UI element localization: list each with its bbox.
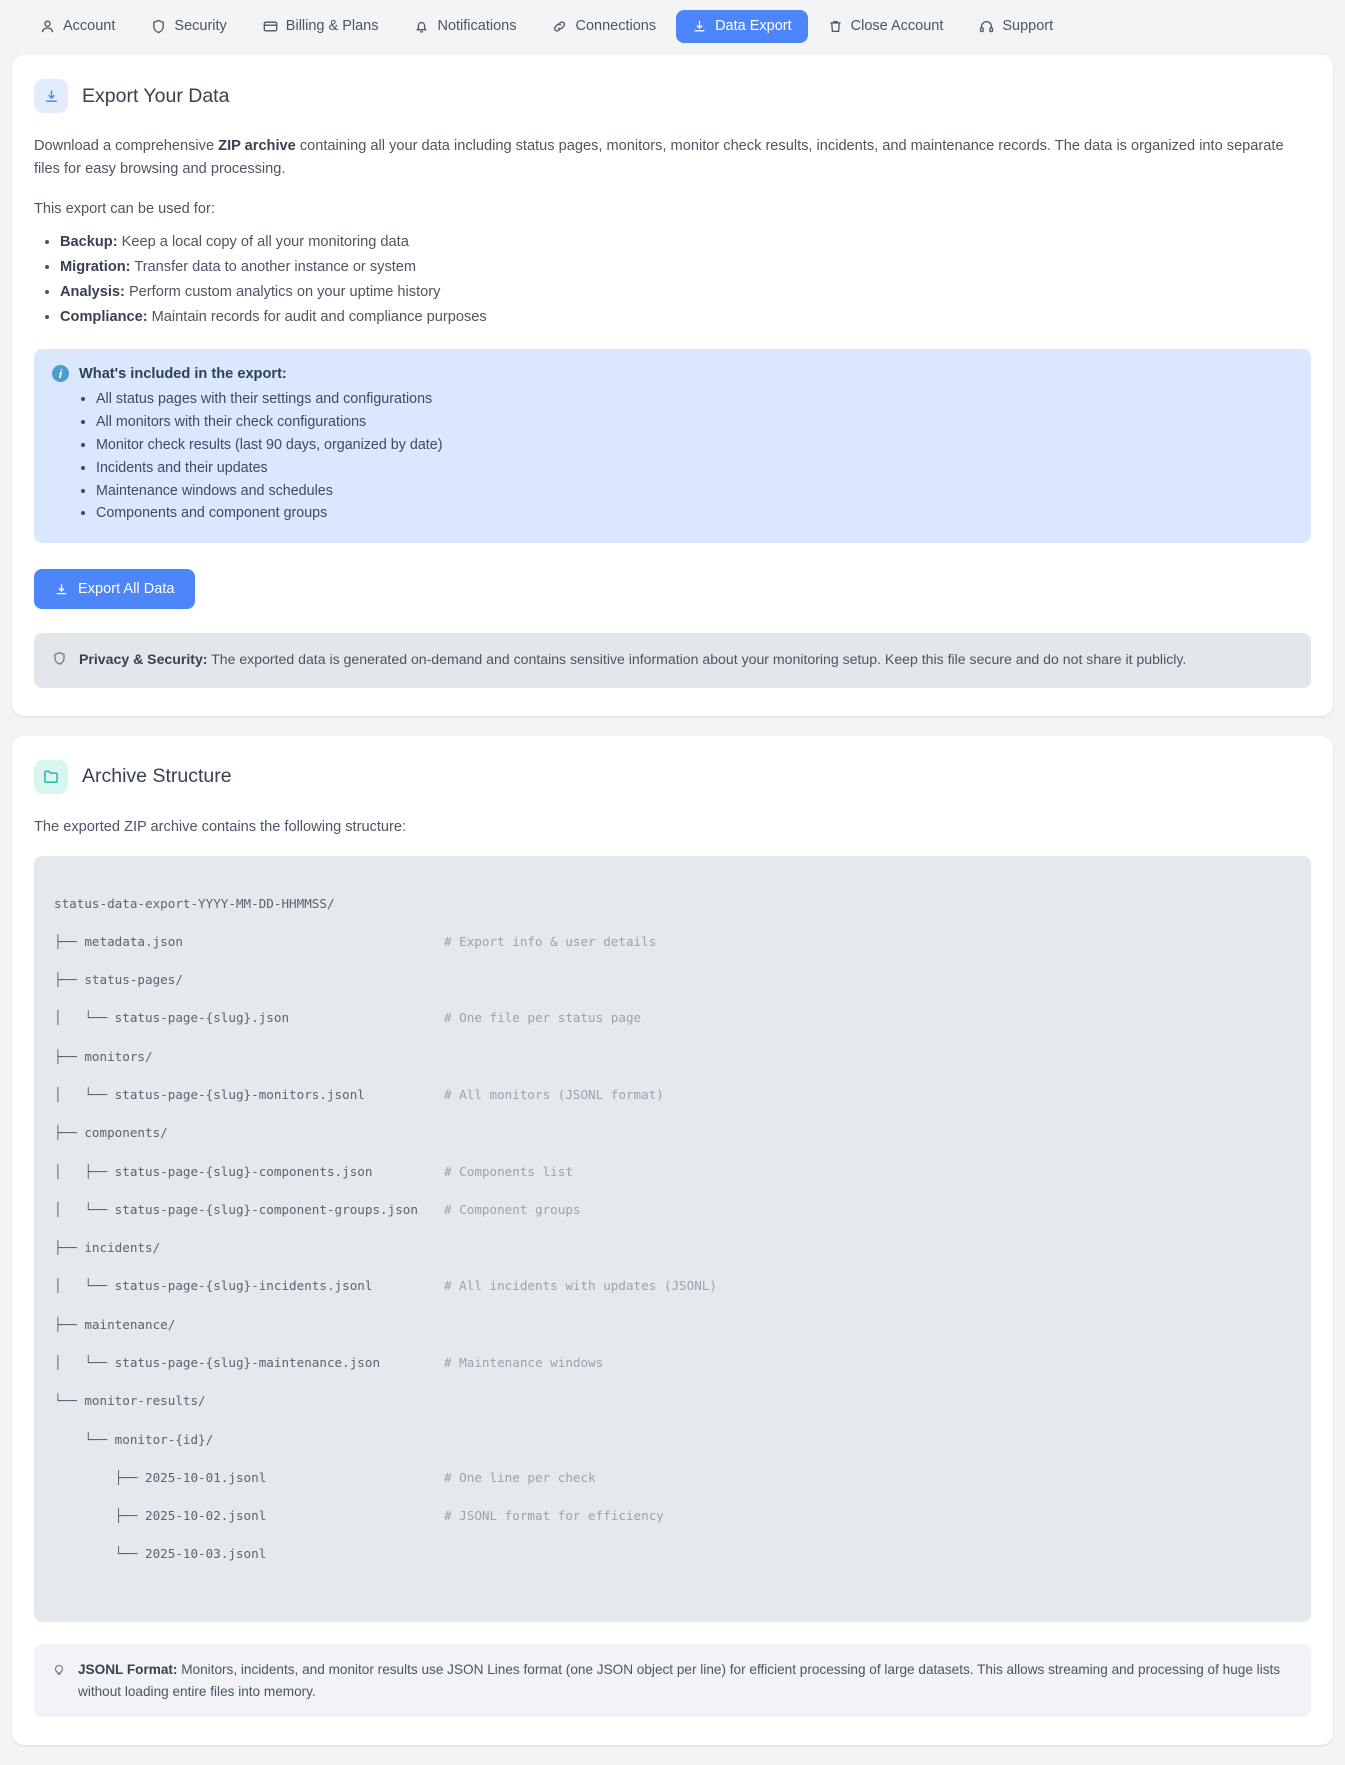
tab-support[interactable] bbox=[963, 10, 1069, 43]
archive-card-header bbox=[34, 760, 1311, 794]
included-info-box bbox=[34, 349, 1311, 543]
tab-connections-label: Connections bbox=[575, 18, 657, 35]
archive-intro: The exported ZIP archive contains the following structure: bbox=[34, 818, 407, 835]
use-label: Compliance: bbox=[60, 308, 148, 325]
tree-row bbox=[54, 1391, 1291, 1410]
info-icon: i bbox=[52, 365, 69, 382]
settings-tabs bbox=[0, 0, 1345, 55]
tab-data-export[interactable] bbox=[676, 10, 808, 43]
export-data-card bbox=[12, 55, 1333, 716]
tree-row bbox=[54, 1276, 1291, 1295]
jsonl-label: JSONL Format: bbox=[78, 1661, 178, 1677]
export-all-data-button[interactable] bbox=[34, 569, 195, 609]
usage-intro: This export can be used for: bbox=[34, 201, 215, 218]
shield-icon bbox=[151, 19, 166, 34]
tree-row bbox=[54, 1468, 1291, 1487]
tree-path: ├── metadata.json bbox=[54, 933, 183, 949]
tree-path: │ ├── status-page-{slug}-components.json bbox=[54, 1163, 373, 1179]
tree-row bbox=[54, 1123, 1291, 1142]
use-text: Transfer data to another instance or system bbox=[130, 258, 417, 275]
folder-icon bbox=[34, 760, 68, 794]
tree-path: ├── 2025-10-01.jsonl bbox=[54, 1469, 267, 1485]
tree-row bbox=[54, 1085, 1291, 1104]
intro-bold: ZIP archive bbox=[218, 138, 296, 154]
tree-comment: # Components list bbox=[444, 1163, 573, 1179]
link-icon bbox=[552, 19, 567, 34]
tree-row bbox=[54, 1008, 1291, 1027]
archive-tree bbox=[34, 856, 1311, 1621]
tree-row bbox=[54, 1544, 1291, 1563]
tab-close-account-label: Close Account bbox=[850, 18, 944, 35]
tab-security-label: Security bbox=[174, 18, 227, 35]
download-icon bbox=[34, 79, 68, 113]
list-item bbox=[60, 306, 1311, 329]
tree-row bbox=[54, 970, 1291, 989]
use-label: Analysis: bbox=[60, 283, 125, 300]
archive-title: Archive Structure bbox=[82, 765, 232, 788]
tree-comment: # Component groups bbox=[444, 1201, 581, 1217]
included-title: What's included in the export: bbox=[79, 365, 287, 382]
intro-text-before: Download a comprehensive bbox=[34, 138, 219, 154]
privacy-label: Privacy & Security: bbox=[79, 651, 208, 668]
user-icon bbox=[40, 19, 55, 34]
tree-comment: # One line per check bbox=[444, 1469, 596, 1485]
tree-row bbox=[54, 1162, 1291, 1181]
tree-path: ├── incidents/ bbox=[54, 1240, 161, 1256]
tree-path: │ └── status-page-{slug}-monitors.jsonl bbox=[54, 1086, 365, 1102]
export-all-data-label: Export All Data bbox=[78, 581, 175, 598]
tree-path: ├── status-pages/ bbox=[54, 972, 183, 988]
privacy-note-text bbox=[79, 648, 1186, 671]
export-card-header bbox=[34, 79, 1311, 113]
tree-path: │ └── status-page-{slug}.json bbox=[54, 1010, 290, 1026]
tree-comment: # Export info & user details bbox=[444, 933, 657, 949]
tab-account[interactable] bbox=[24, 10, 131, 43]
lightbulb-icon bbox=[52, 1661, 66, 1683]
tree-path: │ └── status-page-{slug}-maintenance.json bbox=[54, 1354, 381, 1370]
trash-icon bbox=[828, 19, 843, 34]
download-icon bbox=[54, 582, 69, 597]
tree-path: status-data-export-YYYY-MM-DD-HHMMSS/ bbox=[54, 895, 335, 911]
list-item: • Maintenance windows and schedules bbox=[96, 480, 1293, 503]
jsonl-format-note bbox=[34, 1644, 1311, 1718]
tab-data-export-label: Data Export bbox=[715, 18, 792, 35]
tree-comment: # All monitors (JSONL format) bbox=[444, 1086, 664, 1102]
page-title: Export Your Data bbox=[82, 84, 230, 107]
tree-row bbox=[54, 1200, 1291, 1219]
list-item bbox=[60, 256, 1311, 279]
tree-path: │ └── status-page-{slug}-incidents.jsonl bbox=[54, 1278, 373, 1294]
tab-notifications-label: Notifications bbox=[437, 18, 517, 35]
list-item: • Components and component groups bbox=[96, 502, 1293, 525]
list-item bbox=[60, 281, 1311, 304]
list-item: • All monitors with their check configurations bbox=[96, 411, 1293, 434]
tree-comment: # One file per status page bbox=[444, 1010, 642, 1026]
list-item bbox=[60, 231, 1311, 254]
use-text: Keep a local copy of all your monitoring data bbox=[117, 233, 409, 250]
tree-path: │ └── status-page-{slug}-component-groups.json bbox=[54, 1201, 418, 1217]
tree-path: └── monitor-{id}/ bbox=[54, 1431, 214, 1447]
tree-row bbox=[54, 1506, 1291, 1525]
use-text: Perform custom analytics on your uptime history bbox=[124, 283, 441, 300]
use-label: Backup: bbox=[60, 233, 118, 250]
included-list bbox=[52, 388, 1293, 525]
headset-icon bbox=[979, 19, 994, 34]
list-item: • Incidents and their updates bbox=[96, 457, 1293, 480]
tree-comment: # JSONL format for efficiency bbox=[444, 1508, 664, 1524]
use-text: Maintain records for audit and compliance purposes bbox=[147, 308, 487, 325]
bell-icon bbox=[414, 19, 429, 34]
tree-row bbox=[54, 894, 1291, 913]
intro-text-after: containing all your data including status pages, monitors, monitor check results, incidents, and maintenance records. The data is organized into separate files for easy browsing and processing. bbox=[34, 138, 1284, 177]
tree-path: ├── maintenance/ bbox=[54, 1316, 176, 1332]
tree-comment: # All incidents with updates (JSONL) bbox=[444, 1278, 717, 1294]
tab-account-label: Account bbox=[63, 18, 116, 35]
tree-path: └── monitor-results/ bbox=[54, 1393, 206, 1409]
export-intro-paragraph bbox=[34, 135, 1311, 180]
jsonl-note-text bbox=[78, 1659, 1293, 1703]
list-item: • All status pages with their settings and configurations bbox=[96, 388, 1293, 411]
tree-path: └── 2025-10-03.jsonl bbox=[54, 1546, 267, 1562]
use-case-list bbox=[34, 231, 1311, 329]
tab-billing-plans-label: Billing & Plans bbox=[285, 18, 379, 35]
tree-row bbox=[54, 1047, 1291, 1066]
privacy-security-note bbox=[34, 633, 1311, 688]
tree-comment: # Maintenance windows bbox=[444, 1354, 604, 1370]
tree-row bbox=[54, 1238, 1291, 1257]
credit-card-icon bbox=[263, 19, 278, 34]
tab-billing-plans[interactable] bbox=[247, 10, 395, 43]
tree-row bbox=[54, 1353, 1291, 1372]
download-icon bbox=[692, 19, 707, 34]
shield-icon bbox=[52, 650, 67, 673]
tab-support-label: Support bbox=[1002, 18, 1054, 35]
use-label: Migration: bbox=[60, 258, 131, 275]
tab-security[interactable] bbox=[135, 10, 242, 43]
tree-path: ├── components/ bbox=[54, 1125, 168, 1141]
tree-path: ├── monitors/ bbox=[54, 1048, 153, 1064]
tab-connections[interactable] bbox=[536, 10, 672, 43]
tab-close-account[interactable] bbox=[812, 10, 960, 43]
privacy-text: The exported data is generated on-demand and contains sensitive information about your monitoring setup. Keep this file secure and do not share it publicly. bbox=[207, 651, 1187, 668]
tree-row bbox=[54, 1430, 1291, 1449]
tree-row bbox=[54, 1315, 1291, 1334]
list-item: • Monitor check results (last 90 days, organized by date) bbox=[96, 434, 1293, 457]
jsonl-text: Monitors, incidents, and monitor results use JSON Lines format (one JSON object per line) for efficient processing of large datasets. This allows streaming and processing of huge lists without loading entire files into memory. bbox=[78, 1661, 1281, 1699]
tree-row bbox=[54, 932, 1291, 951]
tree-path: ├── 2025-10-02.jsonl bbox=[54, 1508, 267, 1524]
included-header bbox=[52, 365, 1293, 382]
tab-notifications[interactable] bbox=[398, 10, 532, 43]
archive-structure-card bbox=[12, 736, 1333, 1745]
